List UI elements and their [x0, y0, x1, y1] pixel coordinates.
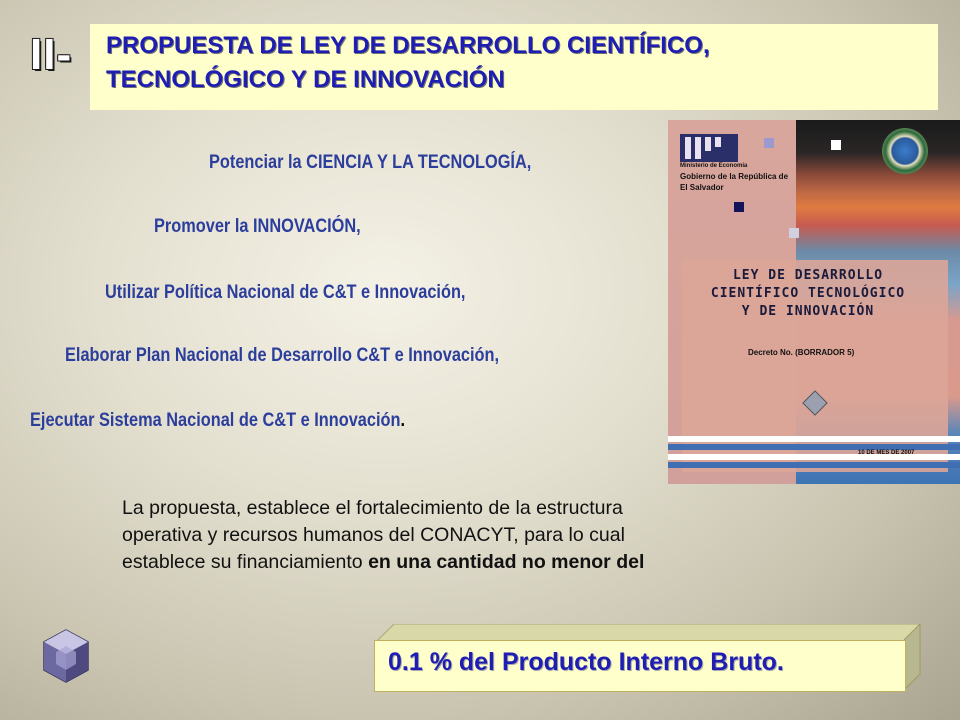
highlight-box-side	[904, 624, 924, 690]
goal-item-5	[30, 410, 405, 432]
cover-stripe	[668, 462, 960, 468]
slide-title-line-2: TECNOLÓGICO Y DE INNOVACIÓN	[106, 66, 505, 93]
description-paragraph	[122, 495, 842, 576]
highlight-text: 0.1 % del Producto Interno Bruto.	[388, 648, 784, 676]
paragraph-line-3-plain: establece su financiamiento	[122, 551, 369, 573]
cover-gov-line2: El Salvador	[680, 183, 724, 192]
goal-item-2: Promover la INNOVACIÓN,	[154, 216, 361, 237]
cover-square	[764, 138, 774, 148]
paragraph-line-1: La propuesta, establece el fortalecimiento de la estructura	[122, 497, 623, 519]
paragraph-line-3-bold: en una cantidad no menor del	[368, 551, 645, 573]
gem-nav-icon[interactable]	[40, 628, 92, 684]
cover-stripe	[668, 436, 960, 442]
goal-item-5-text: Ejecutar Sistema Nacional de C&T e Innovación	[30, 410, 401, 431]
cover-ministry: Ministerio de Economía	[680, 163, 748, 169]
cover-stripe	[668, 444, 960, 450]
section-numeral: II-	[30, 30, 73, 79]
cover-stripe	[668, 454, 960, 460]
goal-item-1: Potenciar la CIENCIA Y LA TECNOLOGÍA,	[209, 152, 532, 173]
slide-title-line-1: PROPUESTA DE LEY DE DESARROLLO CIENTÍFICO,	[106, 32, 710, 59]
cover-title-3: Y DE INNOVACIÓN	[741, 304, 875, 319]
ministry-logo	[680, 134, 738, 162]
coat-of-arms-icon	[882, 128, 928, 174]
cover-square	[831, 140, 841, 150]
cover-date: 10 DE MES DE 2007	[858, 450, 915, 456]
paragraph-line-2: operativa y recursos humanos del CONACYT, para lo cual	[122, 524, 625, 546]
goal-item-4: Elaborar Plan Nacional de Desarrollo C&T e Innovación,	[65, 345, 500, 366]
cover-title-2: CIENTÍFICO TECNOLÓGICO	[710, 286, 906, 301]
cover-square	[789, 228, 799, 238]
cover-decree: Decreto No. (BORRADOR 5)	[748, 348, 855, 357]
cover-title-1: LEY DE DESARROLLO	[732, 268, 884, 283]
paragraph-line-3	[122, 549, 842, 576]
goal-item-3: Utilizar Política Nacional de C&T e Innovación,	[105, 282, 466, 303]
cover-square	[734, 202, 744, 212]
law-cover-image	[668, 120, 960, 484]
cover-gov-line1: Gobierno de la República de	[680, 172, 789, 181]
goal-item-5-period: .	[400, 410, 406, 431]
